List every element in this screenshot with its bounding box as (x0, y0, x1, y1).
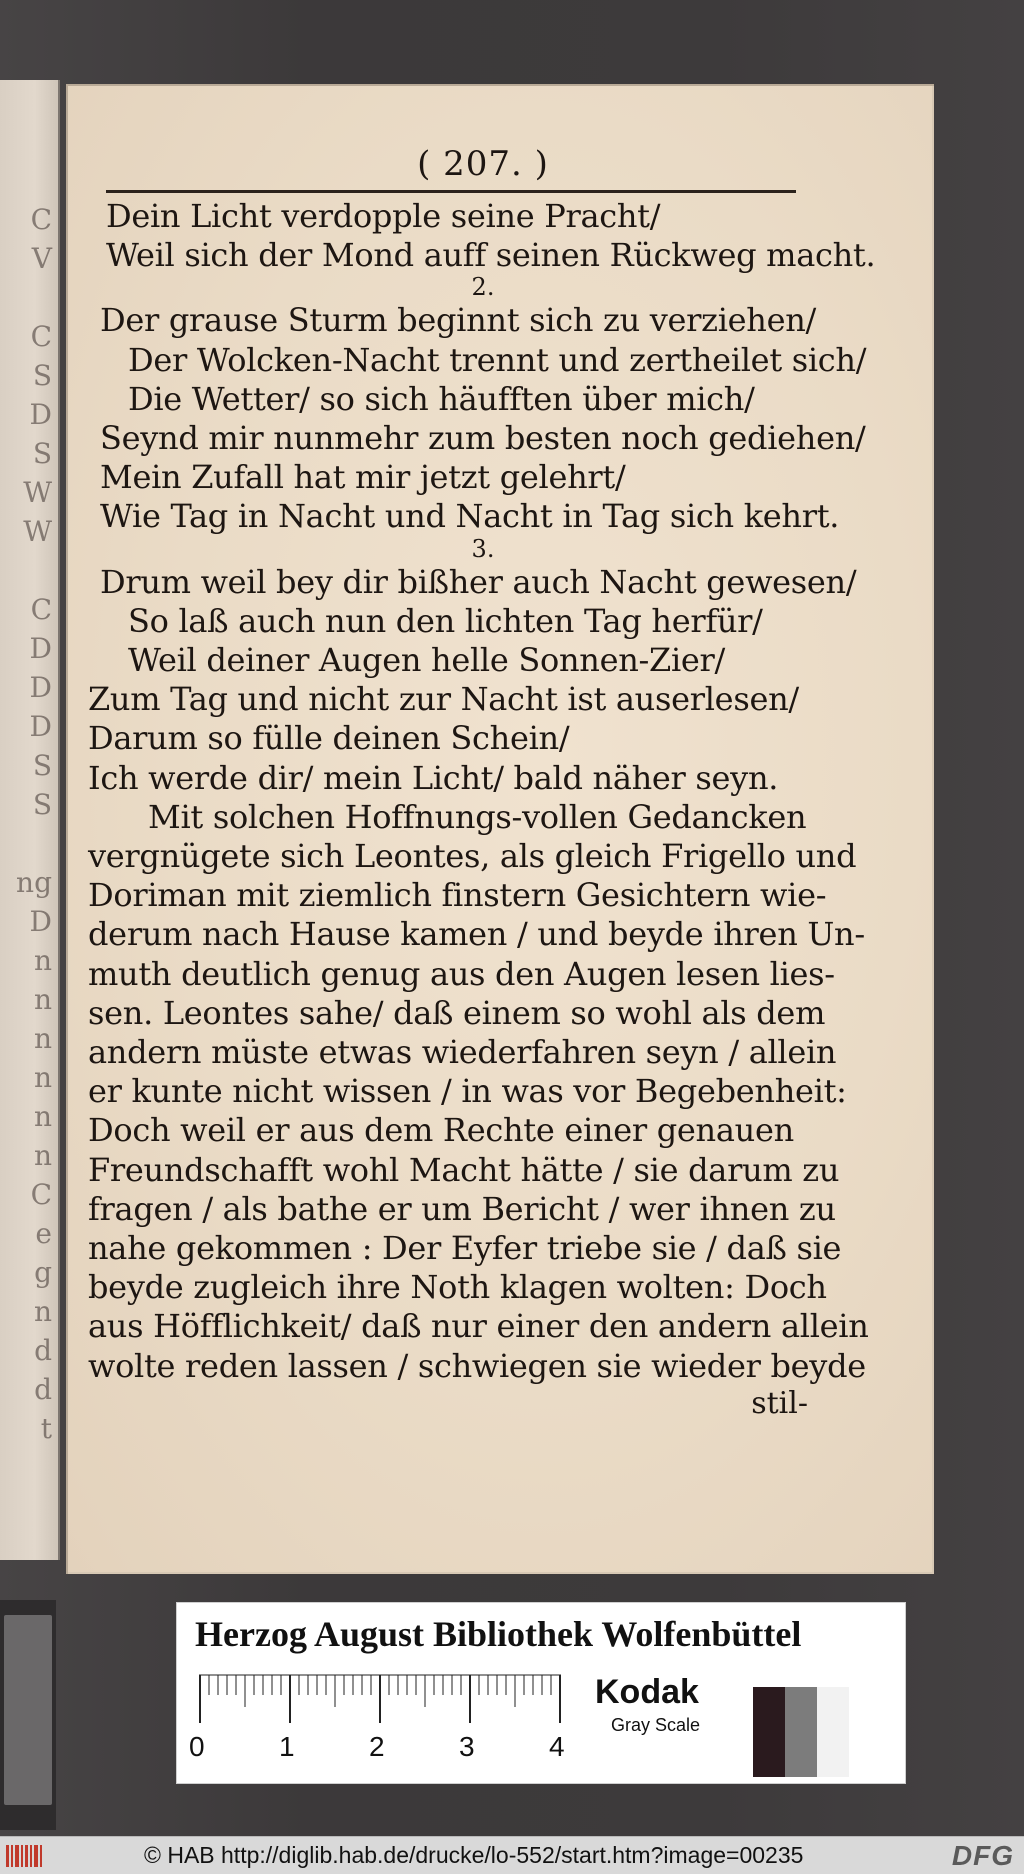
verse-line: Wie Tag in Nacht und Nacht in Tag sich kehrt. (100, 497, 840, 536)
prose-line: wolte reden lassen / schwiegen sie wieder beyde (88, 1346, 866, 1385)
verse-line: Darum so fülle deinen Schein/ (88, 719, 570, 758)
kodak-logo: Kodak (595, 1673, 699, 1711)
book-page (66, 84, 934, 1574)
prose-line: sen. Leontes sahe/ daß einem so wohl als dem (88, 993, 826, 1032)
barcode-logo-icon (6, 1845, 46, 1867)
institution-name: Herzog August Bibliothek Wolfenbüttel (195, 1614, 802, 1654)
prose-line: er kunte nicht wissen / in was vor Begebenheit: (88, 1072, 847, 1111)
prose-line: fragen / als bathe er um Bericht / wer ihnen zu (88, 1189, 836, 1228)
verse-line: Dein Licht verdopple seine Pracht/ (106, 197, 661, 235)
verse-line: Der grause Sturm beginnt sich zu verziehen/ (100, 301, 817, 340)
verse-line: Zum Tag und nicht zur Nacht ist auserlesen/ (88, 680, 799, 719)
catchword: stil- (751, 1385, 808, 1421)
facing-page-sliver (0, 80, 60, 1560)
prose-line: Doriman mit ziemlich finstern Gesichtern wie- (88, 876, 827, 915)
ruler-ticks (199, 1673, 567, 1723)
verse-line: Ich werde dir/ mein Licht/ bald näher seyn. (88, 758, 779, 797)
ruler-label: 0 (189, 1731, 205, 1762)
gray-patch (817, 1687, 849, 1777)
prose-line: beyde zugleich ihre Noth klagen wolten: Doch (88, 1268, 827, 1307)
gray-patch (785, 1687, 817, 1777)
prose-line: nahe gekommen : Der Eyfer triebe sie / daß sie (88, 1229, 842, 1268)
prose-line: muth deutlich genug aus den Augen lesen lies- (88, 954, 835, 993)
dfg-logo: DFG (951, 1840, 1014, 1871)
ruler-label: 4 (549, 1731, 565, 1762)
verse-line: So laß auch nun den lichten Tag herfür/ (128, 601, 763, 640)
prose-line: aus Höfflichkeit/ daß nur einer den andern allein (88, 1307, 869, 1346)
verse-line: Weil sich der Mond auff seinen Rückweg macht. (106, 236, 876, 275)
verse-line: Seynd mir nunmehr zum besten noch gediehen/ (100, 419, 866, 458)
facing-page-glyphs: C V C S D S W W C D D D S S ng D n n n n n n C e g n d d t (16, 203, 52, 1445)
gray-patches (753, 1687, 849, 1777)
prose-line: vergnügete sich Leontes, als gleich Frigello und (88, 837, 857, 876)
footer-bar (0, 1836, 1024, 1874)
prose-line: Mit solchen Hoffnungs-vollen Gedancken (148, 797, 807, 836)
left-card-edge (4, 1615, 52, 1805)
page-text (78, 144, 876, 1422)
verse-line: Weil deiner Augen helle Sonnen-Zier/ (128, 641, 726, 680)
prose-line: andern müste etwas wiederfahren seyn / allein (88, 1033, 837, 1072)
stanza-number: 2. (471, 273, 495, 302)
source-url[interactable]: © HAB http://diglib.hab.de/drucke/lo-552/start.htm?image=00235 (144, 1842, 804, 1868)
page-number: ( 207. ) (417, 144, 549, 184)
ruler-scale (199, 1673, 567, 1723)
ruler-label: 1 (279, 1731, 295, 1762)
color-calibration-card (176, 1602, 906, 1784)
ruler-label: 3 (459, 1731, 475, 1762)
gray-scale-label: Gray Scale (611, 1715, 701, 1735)
gray-patch (753, 1687, 785, 1777)
prose-line: derum nach Hause kamen / und beyde ihren Un- (88, 915, 865, 954)
header-rule (106, 190, 796, 193)
verse-line: Drum weil bey dir bißher auch Nacht gewesen/ (100, 562, 857, 601)
prose-line: Doch weil er aus dem Rechte einer genauen (88, 1111, 794, 1150)
verse-line: Die Wetter/ so sich häufften über mich/ (128, 379, 755, 418)
ruler-labels (187, 1731, 587, 1763)
ruler-label: 2 (369, 1731, 385, 1762)
prose-line: Freundschafft wohl Macht hätte / sie darum zu (88, 1150, 840, 1189)
verse-line: Mein Zufall hat mir jetzt gelehrt/ (100, 458, 626, 497)
stanza-number: 3. (471, 534, 495, 563)
verse-line: Der Wolcken-Nacht trennt und zertheilet sich/ (128, 340, 867, 379)
